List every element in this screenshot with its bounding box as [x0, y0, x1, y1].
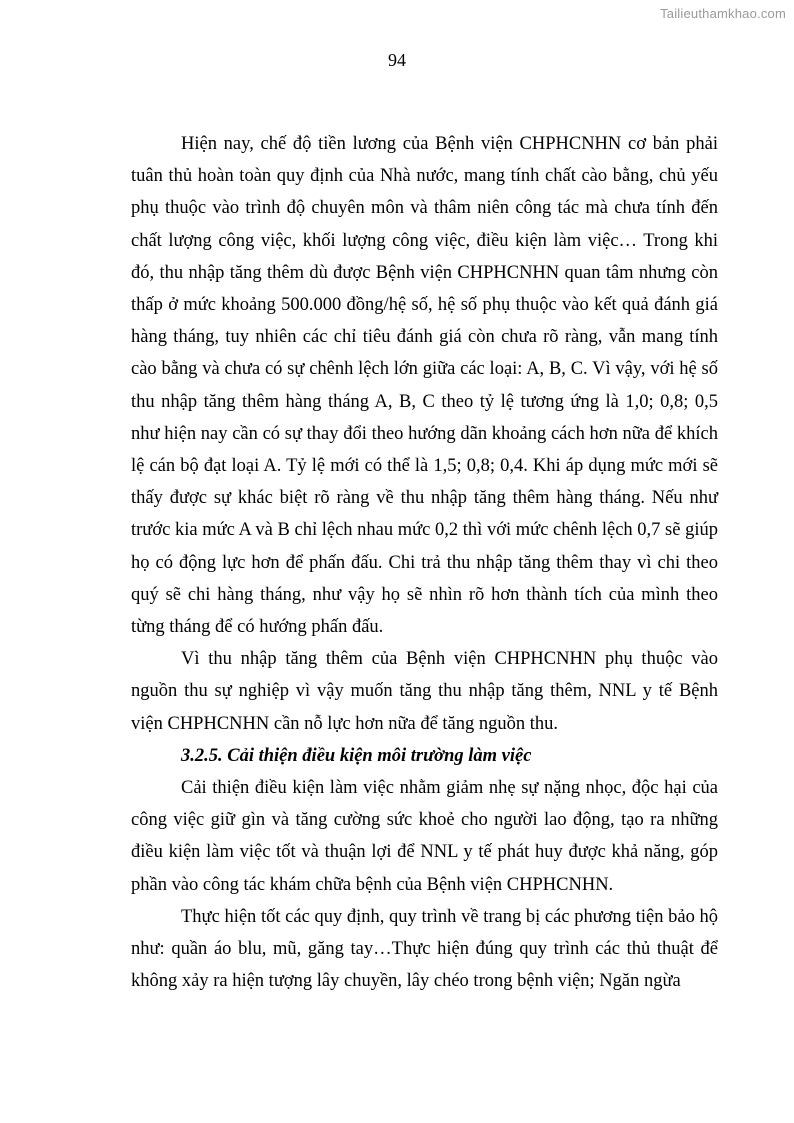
- paragraph: Vì thu nhập tăng thêm của Bệnh viện CHPHCNHN phụ thuộc vào nguồn thu sự nghiệp vì vậy muốn tăng thu nhập tăng thêm, NNL y tế Bệnh viện CHPHCNHN cần nỗ lực hơn nữa để tăng nguồn thu.: [131, 649, 718, 734]
- paragraph: Hiện nay, chế độ tiền lương của Bệnh viện CHPHCNHN cơ bản phải tuân thủ hoàn toàn quy định của Nhà nước, mang tính chất cào bằng, chủ yếu phụ thuộc vào trình độ chuyên môn và thâm niên công tác mà chưa tính đến chất lượng công việc, khối lượng công việc, điều kiện làm việc… Trong khi đó, thu nhập tăng thêm dù được Bệnh viện CHPHCNHN quan tâm nhưng còn thấp ở mức khoảng 500.000 đồng/hệ số, hệ số phụ thuộc vào kết quả đánh giá hàng tháng, tuy nhiên các chỉ tiêu đánh giá còn chưa rõ ràng, vẫn mang tính cào bằng và chưa có sự chênh lệch lớn giữa các loại: A, B, C. Vì vậy, với hệ số thu nhập tăng thêm hàng tháng A, B, C theo tỷ lệ tương ứng là 1,0; 0,8; 0,5 như hiện nay cần có sự thay đổi theo hướng dãn khoảng cách hơn nữa để khích lệ cán bộ đạt loại A. Tỷ lệ mới có thể là 1,5; 0,8; 0,4. Khi áp dụng mức mới sẽ thấy được sự khác biệt rõ ràng về thu nhập tăng thêm hàng tháng. Nếu như trước kia mức A và B chỉ lệch nhau mức 0,2 thì với mức chênh lệch 0,7 sẽ giúp họ có động lực hơn để phấn đấu. Chi trả thu nhập tăng thêm thay vì chi theo quý sẽ chi hàng tháng, như vậy họ sẽ nhìn rõ hơn thành tích của mình theo từng tháng để có hướng phấn đấu.: [131, 134, 718, 638]
- watermark: Tailieuthamkhao.com: [660, 6, 786, 21]
- document-body: [131, 128, 718, 997]
- paragraph: Thực hiện tốt các quy định, quy trình về trang bị các phương tiện bảo hộ như: quần áo blu, mũ, găng tay…Thực hiện đúng quy trình các thủ thuật để không xảy ra hiện tượng lây chuyền, lây chéo trong bệnh viện; Ngăn ngừa: [131, 906, 718, 992]
- section-heading: 3.2.5. Cải thiện điều kiện môi trường làm việc: [181, 745, 532, 766]
- page-number: 94: [388, 50, 406, 70]
- paragraph: Cải thiện điều kiện làm việc nhằm giảm nhẹ sự nặng nhọc, độc hại của công việc giữ gìn và tăng cường sức khoẻ cho người lao động, tạo ra những điều kiện làm việc tốt và thuận lợi để NNL y tế phát huy được khả năng, góp phần vào công tác khám chữa bệnh của Bệnh viện CHPHCNHN.: [131, 778, 718, 895]
